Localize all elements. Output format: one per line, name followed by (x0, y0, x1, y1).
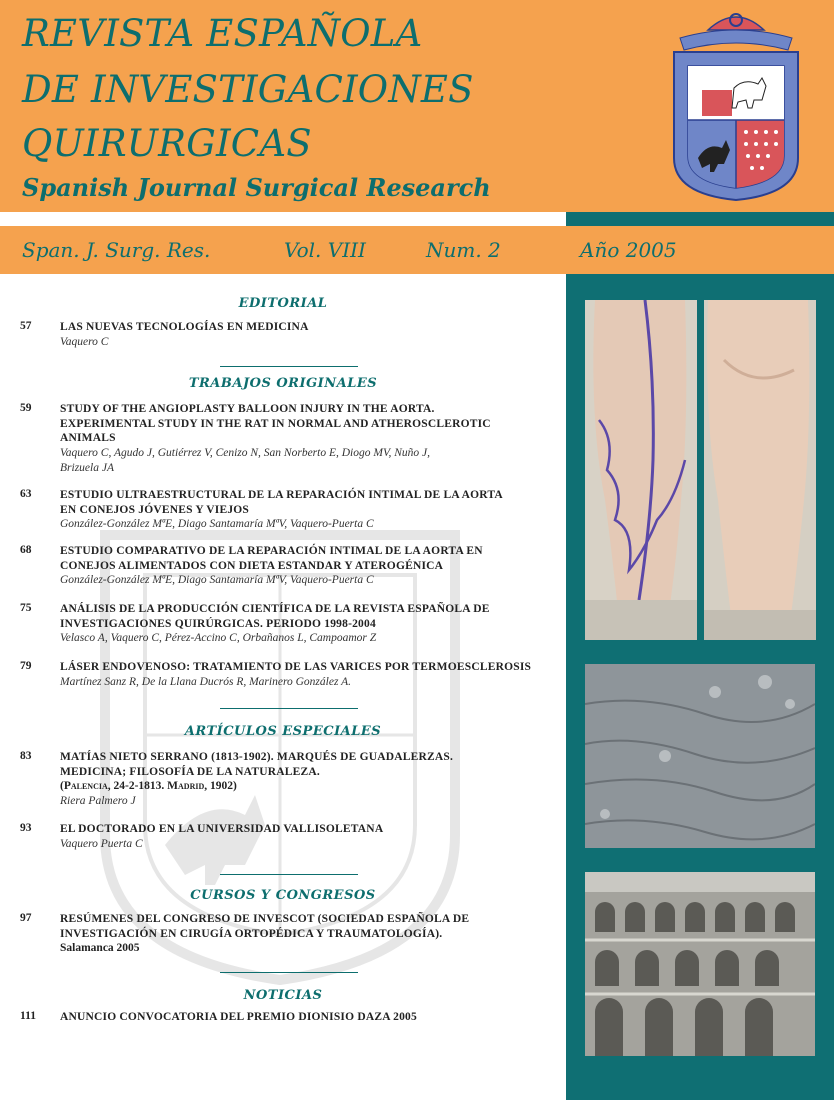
number-label: Num. 2 (426, 238, 501, 262)
toc-entry-title: EL DOCTORADO EN LA UNIVERSIDAD VALLISOLETANA (60, 823, 384, 835)
section-divider (220, 972, 358, 973)
toc-entry-title-line: MATÍAS NIETO SERRANO (1813-1902). MARQUÉS DE GUADALERZAS. (60, 751, 454, 763)
toc-entry-authors: González-González MªE, Diago Santamaría MªV, Vaquero-Puerta C (60, 574, 374, 586)
toc-entry-authors: Vaquero C (60, 336, 109, 348)
toc-entry-title: ANUNCIO CONVOCATORIA DEL PREMIO DIONISIO DAZA 2005 (60, 1011, 417, 1023)
micrograph-photo (585, 664, 815, 848)
section-heading-especiales: ARTÍCULOS ESPECIALES (184, 724, 382, 739)
toc-entry-authors: Martínez Sanz R, De la Llana Ducrós R, Marinero González A. (60, 676, 352, 688)
toc-entry-authors: Vaquero Puerta C (60, 838, 143, 850)
toc-page-number: 57 (20, 320, 32, 332)
toc-entry-title: LÁSER ENDOVENOSO: TRATAMIENTO DE LAS VARICES POR TERMOESCLEROSIS (60, 661, 532, 673)
header-divider-teal (566, 212, 834, 226)
society-emblem (668, 8, 804, 202)
toc-entry-title-line: INVESTIGACIONES QUIRÚRGICAS. PERIODO 1998-2004 (60, 617, 376, 630)
toc-entry-title-line: RESÚMENES DEL CONGRESO DE INVESCOT (SOCIEDAD ESPAÑOLA DE (60, 913, 470, 925)
toc-page-number: 59 (20, 402, 32, 414)
masthead (0, 0, 834, 212)
toc-page-number: 63 (20, 488, 32, 500)
section-heading-cursos: CURSOS Y CONGRESOS (190, 888, 376, 903)
toc-entry-authors: Riera Palmero J (60, 794, 136, 807)
cloister-photo (585, 872, 815, 1056)
toc-entry-authors: Velasco A, Vaquero C, Pérez-Accino C, Orbañanos L, Campoamor Z (60, 632, 377, 644)
toc-entry-authors: Vaquero C, Agudo J, Gutiérrez V, Cenizo N, San Norberto E, Diogo MV, Nuño J, (60, 447, 431, 459)
journal-abbreviation: Span. J. Surg. Res. (22, 238, 211, 262)
leg-photo-after (704, 300, 816, 640)
toc-entry-title-line: ESTUDIO ULTRAESTRUCTURAL DE LA REPARACIÓN INTIMAL DE LA AORTA (60, 489, 503, 501)
section-heading-noticias: NOTICIAS (243, 988, 323, 1003)
year-label: Año 2005 (580, 238, 677, 262)
toc-entry-authors: Brizuela JA (60, 461, 114, 474)
section-divider (220, 708, 358, 709)
toc-entry-subline: Salamanca 2005 (60, 942, 140, 954)
toc-page-number: 68 (20, 544, 32, 556)
issue-info-bar (0, 226, 834, 274)
toc-entry-title-line: INVESTIGACIÓN EN CIRUGÍA ORTOPÉDICA Y TRAUMATOLOGÍA). (60, 927, 443, 940)
toc-entry-subline: (Palencia, 24-2-1813. Madrid, 1902) (60, 780, 237, 792)
toc-entry-authors: González-González MªE, Diago Santamaría MªV, Vaquero-Puerta C (60, 518, 374, 530)
table-of-contents (0, 274, 566, 1100)
toc-page-number: 83 (20, 750, 32, 762)
section-heading-editorial: EDITORIAL (238, 296, 328, 311)
toc-page-number: 97 (20, 912, 32, 924)
journal-subtitle: Spanish Journal Surgical Research (22, 173, 491, 202)
header-divider (0, 212, 566, 226)
toc-page-number: 111 (20, 1010, 36, 1022)
journal-title-line-2: DE INVESTIGACIONES (22, 68, 474, 111)
toc-entry-title-line: ESTUDIO COMPARATIVO DE LA REPARACIÓN INTIMAL DE LA AORTA EN (60, 545, 483, 557)
journal-title-line-1: REVISTA ESPAÑOLA (22, 12, 423, 55)
toc-entry-title: LAS NUEVAS TECNOLOGÍAS EN MEDICINA (60, 321, 309, 333)
toc-entry-title-line: MEDICINA; FILOSOFÍA DE LA NATURALEZA. (60, 765, 320, 778)
toc-page-number: 93 (20, 822, 32, 834)
section-divider (220, 366, 358, 367)
journal-title-line-3: QUIRURGICAS (22, 122, 312, 165)
toc-entry-title-line: ANÁLISIS DE LA PRODUCCIÓN CIENTÍFICA DE LA REVISTA ESPAÑOLA DE (60, 603, 490, 615)
toc-entry-title-line: ANIMALS (60, 432, 116, 444)
toc-entry-title-line: EN CONEJOS JÓVENES Y VIEJOS (60, 503, 250, 516)
toc-page-number: 75 (20, 602, 32, 614)
section-heading-originales: TRABAJOS ORIGINALES (188, 376, 378, 391)
section-divider (220, 874, 358, 875)
toc-entry-title-line: EXPERIMENTAL STUDY IN THE RAT IN NORMAL AND ATHEROSCLEROTIC (60, 417, 491, 430)
toc-entry-title-line: CONEJOS ALIMENTADOS CON DIETA ESTANDAR Y ATEROGÉNICA (60, 559, 444, 572)
toc-page-number: 79 (20, 660, 32, 672)
leg-photo-marked (585, 300, 697, 640)
volume-label: Vol. VIII (284, 238, 366, 262)
toc-entry-title-line: STUDY OF THE ANGIOPLASTY BALLOON INJURY IN THE AORTA. (60, 403, 435, 415)
